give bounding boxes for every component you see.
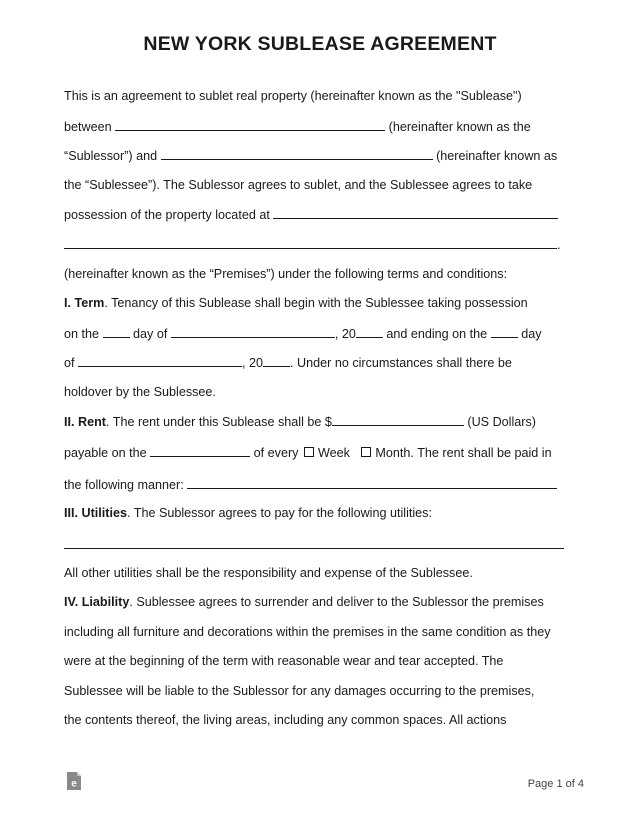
document-title: NEW YORK SUBLEASE AGREEMENT xyxy=(143,33,497,55)
intro-line-5: possession of the property located at xyxy=(64,206,558,223)
month-checkbox[interactable] xyxy=(361,447,371,457)
intro-line-1: This is an agreement to sublet real property (hereinafter known as the "Sublease") xyxy=(64,89,522,103)
liability-line-5: the contents thereof, the living areas, including any common spaces. All actions xyxy=(64,713,507,727)
term-line-2: on the day of , 20 and ending on the day xyxy=(64,327,542,341)
sublessee-name-blank[interactable] xyxy=(161,147,433,160)
term-line-3: of , 20 . Under no circumstances shall there be xyxy=(64,356,512,370)
svg-text:e: e xyxy=(71,778,77,790)
rent-line-3: the following manner: xyxy=(64,476,557,493)
utilities-line-3: All other utilities shall be the responsibility and expense of the Sublessee. xyxy=(64,566,473,580)
intro-line-3: “Sublessor”) and (hereinafter known as xyxy=(64,149,558,163)
end-month-blank[interactable] xyxy=(78,354,242,367)
payment-manner-blank[interactable] xyxy=(187,476,557,489)
rent-due-day-blank[interactable] xyxy=(150,444,250,457)
intro-line-4: the “Sublessee”). The Sublessor agrees to sublet, and the Sublessee agrees to take xyxy=(64,178,533,192)
liability-line-2: including all furniture and decorations within the premises in the same condition as they xyxy=(64,625,551,639)
end-year-blank[interactable] xyxy=(263,354,290,367)
term-heading: I. Term xyxy=(64,296,105,310)
rent-amount-blank[interactable] xyxy=(332,413,464,426)
intro-line-2: between (hereinafter known as the xyxy=(64,120,531,134)
property-address-blank[interactable] xyxy=(273,206,558,219)
week-checkbox[interactable] xyxy=(304,447,314,457)
liability-line-4: Sublessee will be liable to the Sublessor for any damages occurring to the premises, xyxy=(64,684,535,698)
rent-line-2: payable on the of every Week Month. The rent shall be paid in xyxy=(64,446,552,460)
liability-line-1: IV. Liability. Sublessee agrees to surrender and deliver to the Sublessor the premises xyxy=(64,595,544,609)
intro-line-7: (hereinafter known as the “Premises”) under the following terms and conditions: xyxy=(64,267,508,281)
rent-line-1: II. Rent. The rent under this Sublease shall be $ (US Dollars) xyxy=(64,415,536,429)
utilities-heading: III. Utilities xyxy=(64,506,127,520)
intro-line-6: . xyxy=(64,236,561,253)
start-year-blank[interactable] xyxy=(356,325,383,338)
liability-heading: IV. Liability xyxy=(64,595,130,609)
end-day-blank[interactable] xyxy=(491,325,518,338)
term-line-4: holdover by the Sublessee. xyxy=(64,385,216,399)
eforms-logo-icon xyxy=(66,771,82,791)
start-month-blank[interactable] xyxy=(171,325,335,338)
rent-heading: II. Rent xyxy=(64,415,106,429)
property-address-continued-blank[interactable] xyxy=(64,236,557,249)
utilities-list-blank[interactable] xyxy=(64,548,564,549)
page-number: Page 1 of 4 xyxy=(527,778,584,790)
term-line-1: I. Term. Tenancy of this Sublease shall begin with the Sublessee taking possession xyxy=(64,296,528,310)
liability-line-3: were at the beginning of the term with reasonable wear and tear accepted. The xyxy=(64,654,504,668)
utilities-line-1: III. Utilities. The Sublessor agrees to pay for the following utilities: xyxy=(64,506,432,520)
sublessor-name-blank[interactable] xyxy=(115,118,385,131)
start-day-blank[interactable] xyxy=(103,325,130,338)
